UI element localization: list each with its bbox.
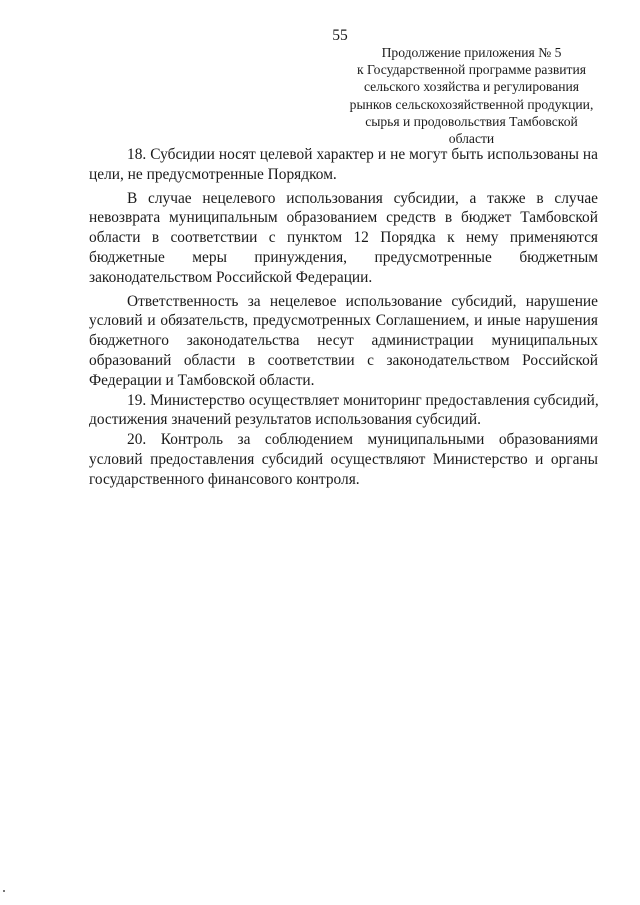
appendix-header-line: сельского хозяйства и регулирования xyxy=(363,79,580,95)
text-line: законодательством Российской Федерации. xyxy=(89,268,373,286)
text-line: бюджетные меры принуждения, предусмотренные бюджетным xyxy=(89,248,598,266)
appendix-header-line: сырья и продовольствия Тамбовской xyxy=(365,113,578,129)
text-line: невозврата муниципальным образованием средств в бюджет Тамбовской xyxy=(89,209,598,227)
appendix-header-line: Продолжение приложения № 5 xyxy=(381,45,562,60)
text-line: бюджетного законодательства несут администрации муниципальных xyxy=(89,332,598,350)
appendix-header-line: рынков сельскохозяйственной продукции, xyxy=(349,96,594,112)
scan-mark xyxy=(3,890,5,892)
text-line: образований области в соответствии с законодательством Российской xyxy=(89,351,598,369)
appendix-header-line: к Государственной программе развития xyxy=(357,62,586,78)
paragraph-misuse xyxy=(89,189,598,288)
text-line: В случае нецелевого использования субсидии, а также в случае xyxy=(127,189,598,207)
document-body xyxy=(89,145,598,490)
page-number: 55 xyxy=(332,27,348,44)
appendix-header xyxy=(340,44,603,147)
paragraph-20 xyxy=(89,430,598,489)
text-line: 20. Контроль за соблюдением муниципальными образованиями xyxy=(127,431,598,449)
text-line: 18. Субсидии носят целевой характер и не могут быть использованы на xyxy=(127,146,598,163)
text-line: достижения значений результатов использования субсидий. xyxy=(89,411,481,429)
paragraph-19 xyxy=(89,391,598,431)
text-line: Ответственность за нецелевое использование субсидий, нарушение xyxy=(127,292,598,310)
text-line: условий предоставления субсидий осуществляют Министерство и органы xyxy=(89,450,598,468)
text-line: цели, не предусмотренные Порядком. xyxy=(89,165,337,183)
text-line: Федерации и Тамбовской области. xyxy=(89,371,315,389)
text-line: 19. Министерство осуществляет мониторинг предоставления субсидий, xyxy=(127,391,599,409)
paragraph-18 xyxy=(89,145,598,185)
appendix-header-line: области xyxy=(448,131,495,147)
text-line: государственного финансового контроля. xyxy=(89,470,360,488)
text-line: условий и обязательств, предусмотренных Соглашением, и иные нарушения xyxy=(89,312,598,330)
text-line: области в соответствии с пунктом 12 Порядка к нему применяются xyxy=(89,229,598,247)
paragraph-responsibility xyxy=(89,292,598,391)
